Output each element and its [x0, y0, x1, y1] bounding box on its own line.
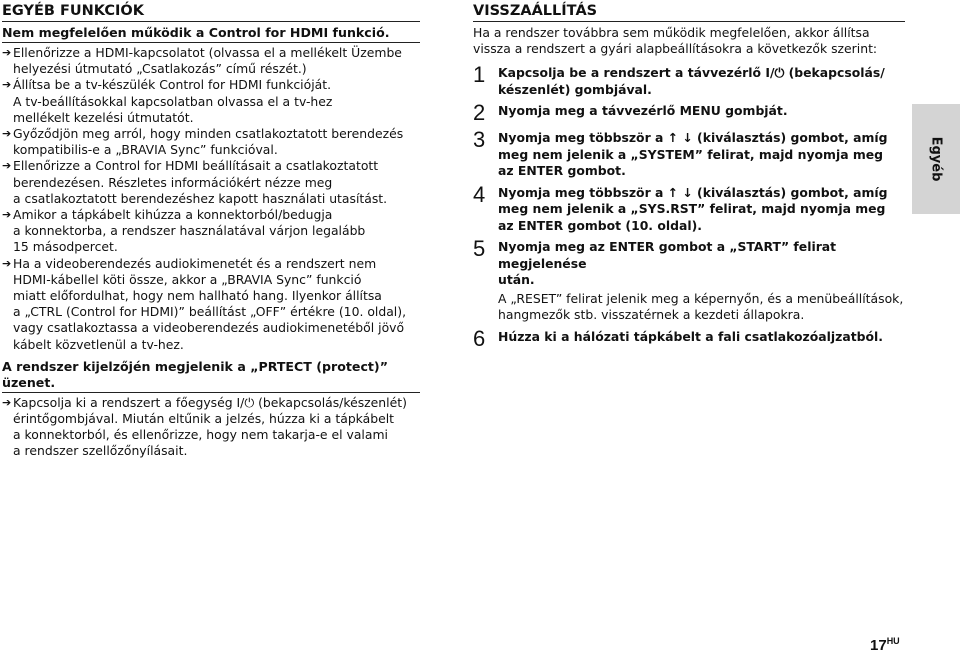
bullet-line: kábelt közvetlenül a tv-hez.	[13, 336, 184, 352]
reset-intro	[473, 25, 905, 57]
reset-step	[473, 237, 905, 324]
arrow-right-icon: ➔	[2, 46, 12, 59]
bullet-line: mellékelt kezelési útmutatót.	[13, 109, 194, 125]
step-instruction-line: Kapcsolja be a rendszert a távvezérlő I/⏻ (bekapcsolás/	[498, 65, 885, 80]
reset-steps	[473, 63, 905, 351]
step-instruction-line: Nyomja meg többször a ↑ ↓ (kiválasztás) gombot, amíg	[498, 130, 888, 145]
bullet-item	[2, 395, 420, 460]
bullet-item	[2, 126, 420, 158]
right-column	[473, 2, 905, 354]
arrow-right-icon: ➔	[2, 78, 12, 92]
protect-bullet-list	[2, 395, 420, 460]
bullet-line: a rendszer szellőzőnyílásait.	[13, 443, 188, 459]
step-instruction-line: Nyomja meg a távvezérlő MENU gombját.	[498, 103, 788, 118]
bullet-line: HDMI-kábellel köti össze, akkor a „BRAVIA Sync” funkció	[13, 271, 362, 287]
step-number: 3	[473, 127, 486, 152]
left-column	[2, 2, 420, 460]
arrow-right-icon: ➔	[2, 159, 12, 173]
step-note-line: A „RESET” felirat jelenik meg a képernyőn, és a menübeállítások,	[498, 290, 904, 306]
bullet-line: helyezési útmutató „Csatlakozás” című részét.)	[13, 61, 307, 77]
reset-step	[473, 128, 905, 180]
side-tab-egyeb	[912, 104, 960, 214]
bullet-line: 15 másodpercet.	[13, 239, 118, 255]
bullet-line: a „CTRL (Control for HDMI)” beállítást „OFF” értékre (10. oldal),	[13, 304, 407, 320]
arrow-right-icon: ➔	[2, 208, 12, 222]
section-title-egyeb-funkciok: EGYÉB FUNKCIÓK	[2, 2, 420, 22]
bullet-item	[2, 207, 420, 256]
page-number-value: 17	[870, 637, 887, 654]
bullet-line: miatt előfordulhat, hogy nem hallható hang. Ilyenkor állítsa	[13, 288, 382, 304]
step-instruction-line: Nyomja meg többször a ↑ ↓ (kiválasztás) gombot, amíg	[498, 184, 888, 200]
section-title-visszaallitas: VISSZAÁLLÍTÁS	[473, 2, 905, 22]
bullet-line: a csatlakoztatott berendezéshez kapott használati utasítást.	[13, 190, 388, 206]
bullet-line: vagy csatlakoztassa a videoberendezés audiokimenetéből jövő	[13, 320, 405, 336]
step-instruction-line: készenlét) gombjával.	[498, 81, 652, 97]
bullet-item	[2, 256, 420, 353]
arrow-right-icon: ➔	[2, 395, 12, 409]
hdmi-bullet-list	[2, 45, 420, 353]
bullet-line: a konnektorba, a rendszer használatával várjon legalább	[13, 223, 366, 239]
side-tab-label: Egyéb	[928, 136, 944, 182]
bullet-line: érintőgombjával. Miután eltűnik a jelzés, húzza ki a tápkábelt	[13, 411, 395, 427]
step-note-line: hangmezők stb. visszatérnek a kezdeti állapokra.	[498, 307, 805, 322]
bullet-item	[2, 45, 420, 77]
page-number	[870, 636, 900, 654]
protect-problem-header: A rendszer kijelzőjén megjelenik a „PRTECT (protect)” üzenet.	[2, 359, 420, 393]
bullet-item	[2, 158, 420, 207]
page-lang: HU	[886, 636, 900, 646]
arrow-right-icon: ➔	[2, 256, 12, 270]
step-instruction-line: meg nem jelenik a „SYS.RST” felirat, majd nyomja meg	[498, 201, 886, 216]
bullet-line: Állítsa be a tv-készülék Control for HDMI funkcióját.	[13, 77, 332, 93]
bullet-item	[2, 77, 420, 126]
reset-step	[473, 63, 905, 98]
bullet-line: berendezésen. Részletes információkért nézze meg	[13, 174, 333, 190]
arrow-right-icon: ➔	[2, 127, 12, 141]
bullet-line: a konnektorból, és ellenőrizze, hogy nem takarja-e el valami	[13, 427, 388, 443]
step-number: 1	[473, 62, 486, 87]
bullet-line: Győződjön meg arról, hogy minden csatlakoztatott berendezés	[13, 126, 404, 142]
bullet-line: A tv-beállításokkal kapcsolatban olvassa el a tv-hez	[13, 93, 333, 109]
step-instruction-line: Nyomja meg az ENTER gombot a „START” felirat megjelenése	[498, 239, 837, 271]
step-number: 6	[473, 325, 486, 351]
step-number: 5	[473, 236, 486, 261]
bullet-line: Ha a videoberendezés audiokimenetét és a rendszert nem	[13, 255, 377, 271]
step-instruction-line: az ENTER gombot (10. oldal).	[498, 217, 702, 233]
reset-step	[473, 101, 905, 125]
reset-step	[473, 327, 905, 351]
intro-line: vissza a rendszert a gyári alapbeállításokra a következők szerint:	[473, 41, 878, 56]
step-instruction-line: az ENTER gombot.	[498, 163, 626, 178]
bullet-line: kompatibilis-e a „BRAVIA Sync” funkcióval.	[13, 142, 278, 158]
hdmi-problem-header: Nem megfelelően működik a Control for HDMI funkció.	[2, 25, 420, 43]
bullet-line: Ellenőrizze a HDMI-kapcsolatot (olvassa el a mellékelt Üzembe	[13, 45, 402, 60]
step-number: 4	[473, 181, 486, 207]
bullet-line: Ellenőrizze a Control for HDMI beállításait a csatlakoztatott	[13, 158, 379, 174]
bullet-line: Amikor a tápkábelt kihúzza a konnektorból/bedugja	[13, 207, 333, 223]
step-number: 2	[473, 100, 486, 125]
reset-step	[473, 183, 905, 235]
step-instruction-line: meg nem jelenik a „SYSTEM” felirat, majd nyomja meg	[498, 146, 884, 162]
step-instruction-line: után.	[498, 272, 535, 287]
bullet-line: Kapcsolja ki a rendszert a főegység I/⏻ (bekapcsolás/készenlét)	[13, 394, 407, 410]
step-instruction-line: Húzza ki a hálózati tápkábelt a fali csatlakozóaljzatból.	[498, 328, 883, 344]
intro-line: Ha a rendszer továbbra sem működik megfelelően, akkor állítsa	[473, 25, 870, 40]
